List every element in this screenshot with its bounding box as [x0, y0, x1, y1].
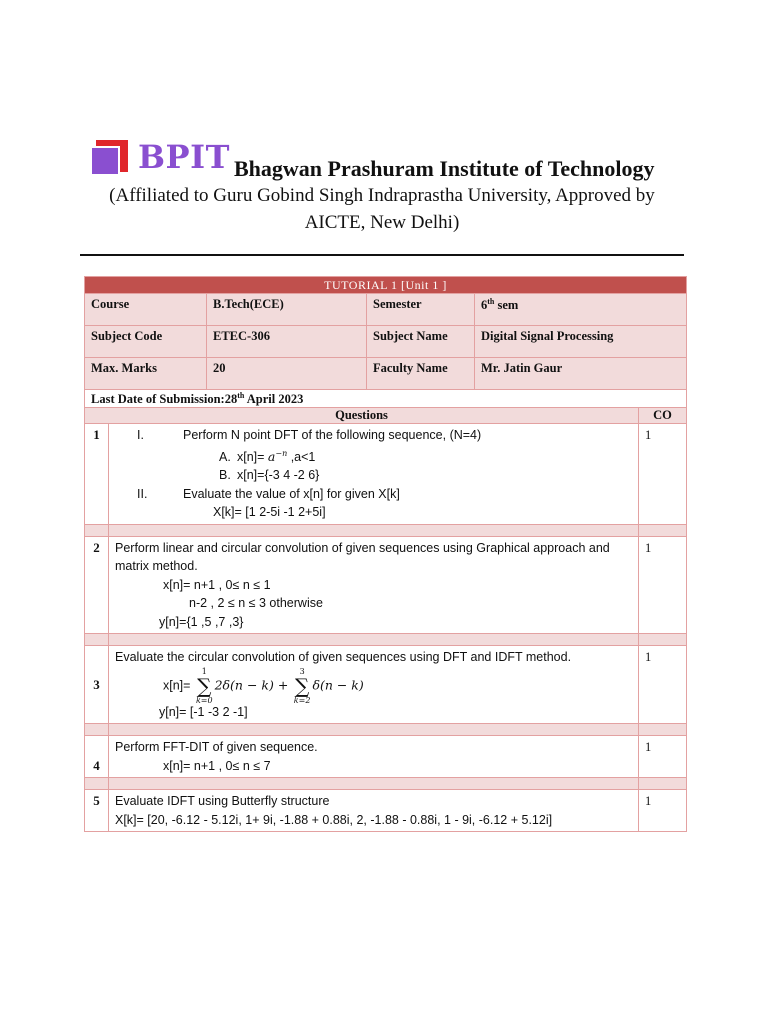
question-number: 3	[85, 646, 109, 724]
info-row-course	[85, 294, 687, 326]
questions-header-row	[85, 408, 687, 424]
question-text: Evaluate the circular convolution of given sequences using DFT and IDFT method. x[n]= 1 ∑ k=0 2δ(n − k) + 3 ∑ k=2 δ(n − k) y[n]= [-1 -3 2 -1]	[109, 646, 639, 724]
co-header: CO	[639, 408, 687, 424]
co-value: 1	[639, 646, 687, 724]
course-value: B.Tech(ECE)	[207, 294, 367, 326]
spacer-row	[85, 778, 687, 790]
questions-header: Questions	[85, 408, 639, 424]
horizontal-rule	[80, 254, 684, 256]
co-value: 1	[639, 736, 687, 778]
question-row-3	[85, 646, 687, 724]
affiliation	[60, 182, 704, 236]
subject-name-label: Subject Name	[367, 326, 475, 358]
question-number: 1	[85, 424, 109, 525]
faculty-label: Faculty Name	[367, 358, 475, 390]
question-number: 5	[85, 790, 109, 832]
question-row-4	[85, 736, 687, 778]
summation-2: 3 ∑ k=2	[293, 666, 311, 705]
co-value: 1	[639, 790, 687, 832]
submission-date: Last Date of Submission:28th April 2023	[85, 390, 687, 408]
subject-code-value: ETEC-306	[207, 326, 367, 358]
affiliation-line-1: (Affiliated to Guru Gobind Singh Indraprastha University, Approved by	[109, 185, 655, 206]
faculty-value: Mr. Jatin Gaur	[475, 358, 687, 390]
subject-name-value: Digital Signal Processing	[475, 326, 687, 358]
course-label: Course	[85, 294, 207, 326]
question-text: Perform linear and circular convolution of given sequences using Graphical approach and matrix method. x[n]= n+1 , 0≤ n ≤ 1 n-2 , 2 ≤ n ≤ 3 otherwise y[n]={1 ,5 ,7 ,3}	[109, 536, 639, 634]
question-number: 4	[85, 736, 109, 778]
question-text: I. Perform N point DFT of the following sequence, (N=4) A. $x[n]= a^{-n}$ ,a<1 B. x[n]={-3 4 -2 6} II. Evaluate the value of x[n] for given X[k] X[k]= [1 2-5i -1 2+5i]	[109, 424, 639, 525]
question-text: Evaluate IDFT using Butterfly structure X[k]= [20, -6.12 - 5.12i, 1+ 9i, -1.88 + 0.88i, 2, -1.88 - 0.88i, 1 - 9i, -6.12 + 5.12i]	[109, 790, 639, 832]
max-marks-value: 20	[207, 358, 367, 390]
logo-text: BPIT	[138, 138, 230, 176]
subject-code-label: Subject Code	[85, 326, 207, 358]
tutorial-table	[84, 276, 687, 832]
co-value: 1	[639, 424, 687, 525]
semester-value: 6th sem	[475, 294, 687, 326]
max-marks-label: Max. Marks	[85, 358, 207, 390]
info-row-marks	[85, 358, 687, 390]
institute-name: Bhagwan Prashuram Institute of Technology	[234, 156, 655, 181]
submission-row	[85, 390, 687, 408]
logo-square-icon	[90, 140, 128, 178]
affiliation-line-2: AICTE, New Delhi)	[304, 212, 460, 233]
table-title: TUTORIAL 1 [Unit 1 ]	[85, 277, 687, 294]
spacer-row	[85, 524, 687, 536]
info-row-subject	[85, 326, 687, 358]
question-number: 2	[85, 536, 109, 634]
co-value: 1	[639, 536, 687, 634]
question-text: Perform FFT-DIT of given sequence. x[n]= n+1 , 0≤ n ≤ 7	[109, 736, 639, 778]
summation-1: 1 ∑ k=0	[195, 666, 213, 705]
spacer-row	[85, 724, 687, 736]
semester-label: Semester	[367, 294, 475, 326]
question-row-1	[85, 424, 687, 525]
question-row-2	[85, 536, 687, 634]
spacer-row	[85, 634, 687, 646]
question-row-5	[85, 790, 687, 832]
